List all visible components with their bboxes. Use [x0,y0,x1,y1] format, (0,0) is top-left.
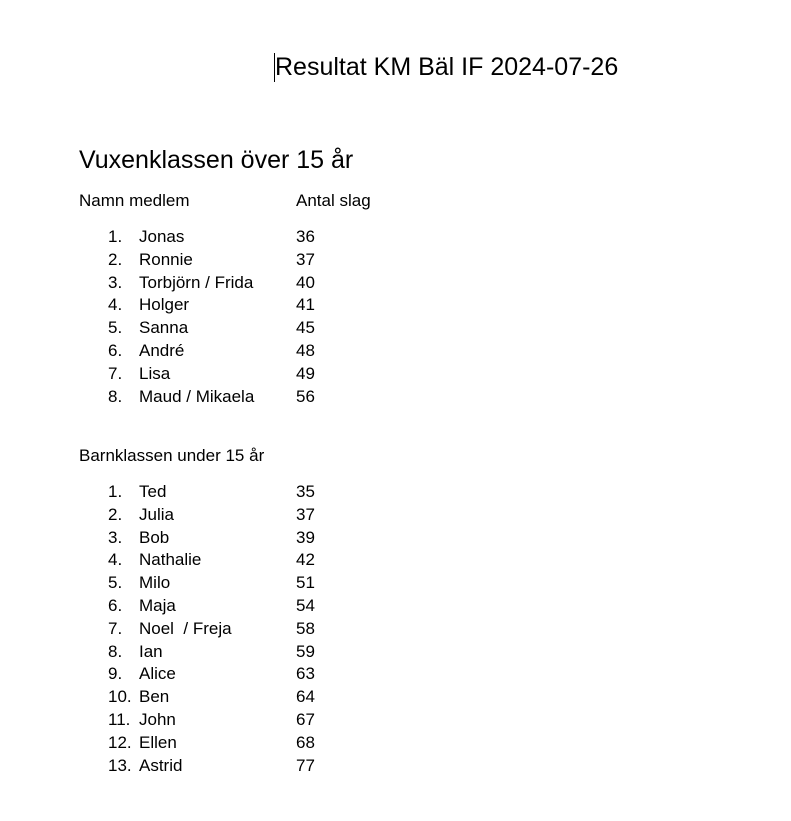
player-name: Holger [139,295,190,315]
stroke-count: 37 [296,249,315,269]
stroke-count: 56 [296,386,315,406]
rank-number: 4. [108,295,123,315]
adults-results-list [0,226,400,408]
player-name: Maja [139,595,176,615]
player-name: Ted [139,482,167,501]
rank-number: 3. [108,527,123,547]
kids-heading: Barnklassen under 15 år [79,446,265,465]
stroke-count: 35 [296,482,315,501]
rank-number: 6. [108,595,123,615]
list-item [0,527,400,550]
list-item [0,249,400,272]
player-name: Torbjörn / Frida [139,272,254,292]
rank-number: 6. [108,340,123,360]
stroke-count: 40 [296,272,315,292]
player-name: Milo [139,573,171,593]
rank-number: 8. [108,386,123,406]
rank-number: 9. [108,664,123,684]
list-item [0,709,400,732]
kids-results-list [0,481,400,777]
score-column-header: Antal slag [296,191,371,210]
list-item [0,226,400,249]
player-name: Ellen [139,732,177,752]
rank-number: 1. [108,482,123,501]
list-item [0,732,400,755]
name-column-header: Namn medlem [79,191,190,210]
stroke-count: 42 [296,550,315,570]
adults-heading: Vuxenklassen över 15 år [79,146,354,174]
stroke-count: 64 [296,687,315,707]
stroke-count: 41 [296,295,315,315]
stroke-count: 68 [296,732,315,752]
player-name: Julia [139,504,174,524]
rank-number: 5. [108,573,123,593]
list-item [0,663,400,686]
stroke-count: 77 [296,755,315,775]
rank-number: 1. [108,227,123,246]
stroke-count: 59 [296,641,315,661]
player-name: Nathalie [139,550,202,570]
player-name: Bob [139,527,170,547]
list-item [0,641,400,664]
list-item [0,272,400,295]
stroke-count: 63 [296,664,315,684]
stroke-count: 36 [296,227,315,246]
stroke-count: 67 [296,709,315,729]
document-title: Resultat KM Bäl IF 2024-07-26 [275,53,619,81]
rank-number: 2. [108,249,123,269]
rank-number: 11. [108,709,131,729]
player-name: Ben [139,687,170,707]
stroke-count: 54 [296,595,315,615]
player-name: Ronnie [139,249,193,269]
rank-number: 10. [108,687,132,707]
rank-number: 13. [108,755,132,775]
stroke-count: 51 [296,573,315,593]
player-name: John [139,709,176,729]
list-item [0,686,400,709]
list-item [0,363,400,386]
player-name: Alice [139,664,176,684]
stroke-count: 37 [296,504,315,524]
player-name: Sanna [139,318,189,338]
list-item [0,755,400,778]
rank-number: 12. [108,732,132,752]
list-item [0,481,400,504]
player-name: Lisa [139,363,171,383]
list-item [0,572,400,595]
rank-number: 3. [108,272,123,292]
player-name: Astrid [139,755,183,775]
list-item [0,317,400,340]
rank-number: 4. [108,550,123,570]
player-name: Ian [139,641,163,661]
list-item [0,595,400,618]
stroke-count: 58 [296,618,315,638]
list-item [0,504,400,527]
player-name: André [139,340,185,360]
stroke-count: 48 [296,340,315,360]
rank-number: 2. [108,504,123,524]
player-name: Noel / Freja [139,618,232,638]
stroke-count: 49 [296,363,315,383]
list-item [0,340,400,363]
rank-number: 7. [108,363,123,383]
list-item [0,386,400,409]
rank-number: 7. [108,618,123,638]
list-item [0,618,400,641]
stroke-count: 39 [296,527,315,547]
stroke-count: 45 [296,318,315,338]
list-item [0,294,400,317]
player-name: Maud / Mikaela [139,386,255,406]
list-item [0,549,400,572]
player-name: Jonas [139,227,185,246]
rank-number: 8. [108,641,123,661]
rank-number: 5. [108,318,123,338]
